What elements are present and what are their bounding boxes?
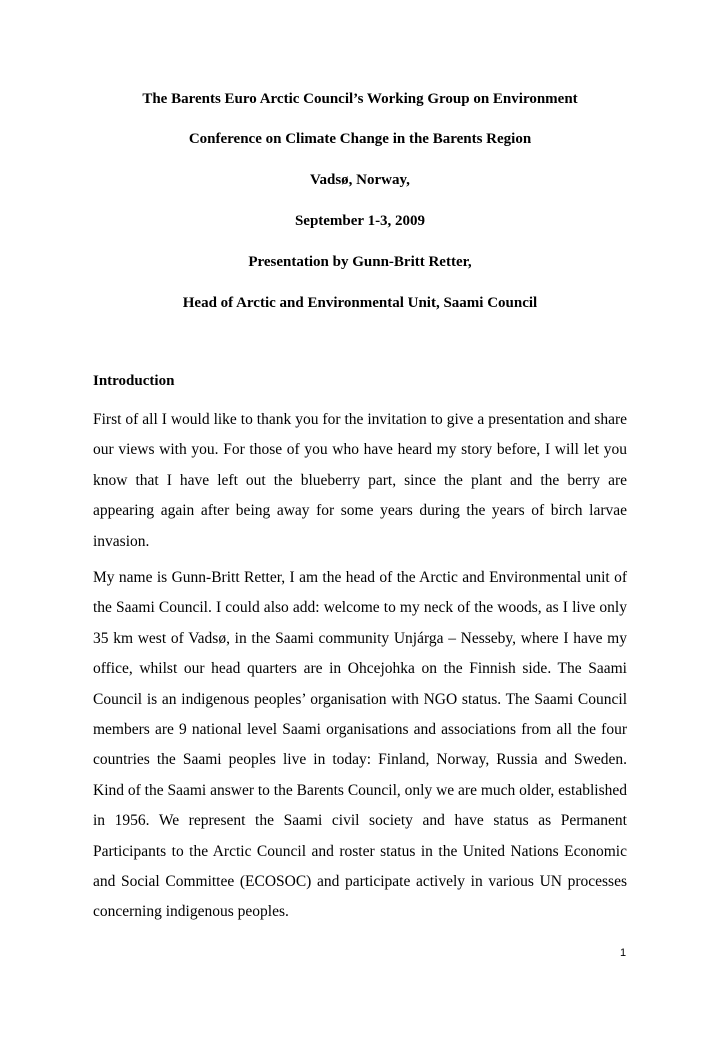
conference-location-heading: Vadsø, Norway, — [310, 172, 410, 188]
paragraph-introduction-saami-council: My name is Gunn-Britt Retter, I am the head of the Arctic and Environmental unit of the Saami Council. I could also add: welcome to my neck of the woods, as I live only 35 km west of Vadsø, in the Saami community Unjárga – Nesseby, where I have my office, whilst our head quarters are in Ohcejohka on the Finnish side. The Saami Council is an indigenous peoples’ organisation with NGO status. The Saami Council members are 9 national level Saami organisations and associations from all the four countries the Saami peoples live in today: Finland, Norway, Russia and Sweden. Kind of the Saami answer to the Barents Council, only we are much older, established in 1956. We represent the Saami civil society and have status as Permanent Participants to the Arctic Council and roster status in the United Nations Economic and Social Committee (ECOSOC) and participate actively in various UN processes concerning indigenous peoples. — [93, 569, 627, 921]
section-title-introduction: Introduction — [93, 373, 175, 389]
presenter-heading: Presentation by Gunn-Britt Retter, — [248, 254, 472, 270]
paragraph-thanks: First of all I would like to thank you for the invitation to give a presentation and share our views with you. For those of you who have heard my story before, I will let you know that I have left out the blueberry part, since the plant and the berry are appearing again after being away for some years during the years of birch larvae invasion. — [93, 411, 627, 550]
conference-date-heading: September 1-3, 2009 — [294, 213, 426, 229]
conference-title-heading: Conference on Climate Change in the Barents Region — [188, 131, 532, 147]
presenter-role-heading: Head of Arctic and Environmental Unit, Saami Council — [182, 295, 538, 311]
page-number: 1 — [619, 947, 627, 959]
conference-organizer-heading: The Barents Euro Arctic Council’s Working Group on Environment — [142, 91, 578, 107]
